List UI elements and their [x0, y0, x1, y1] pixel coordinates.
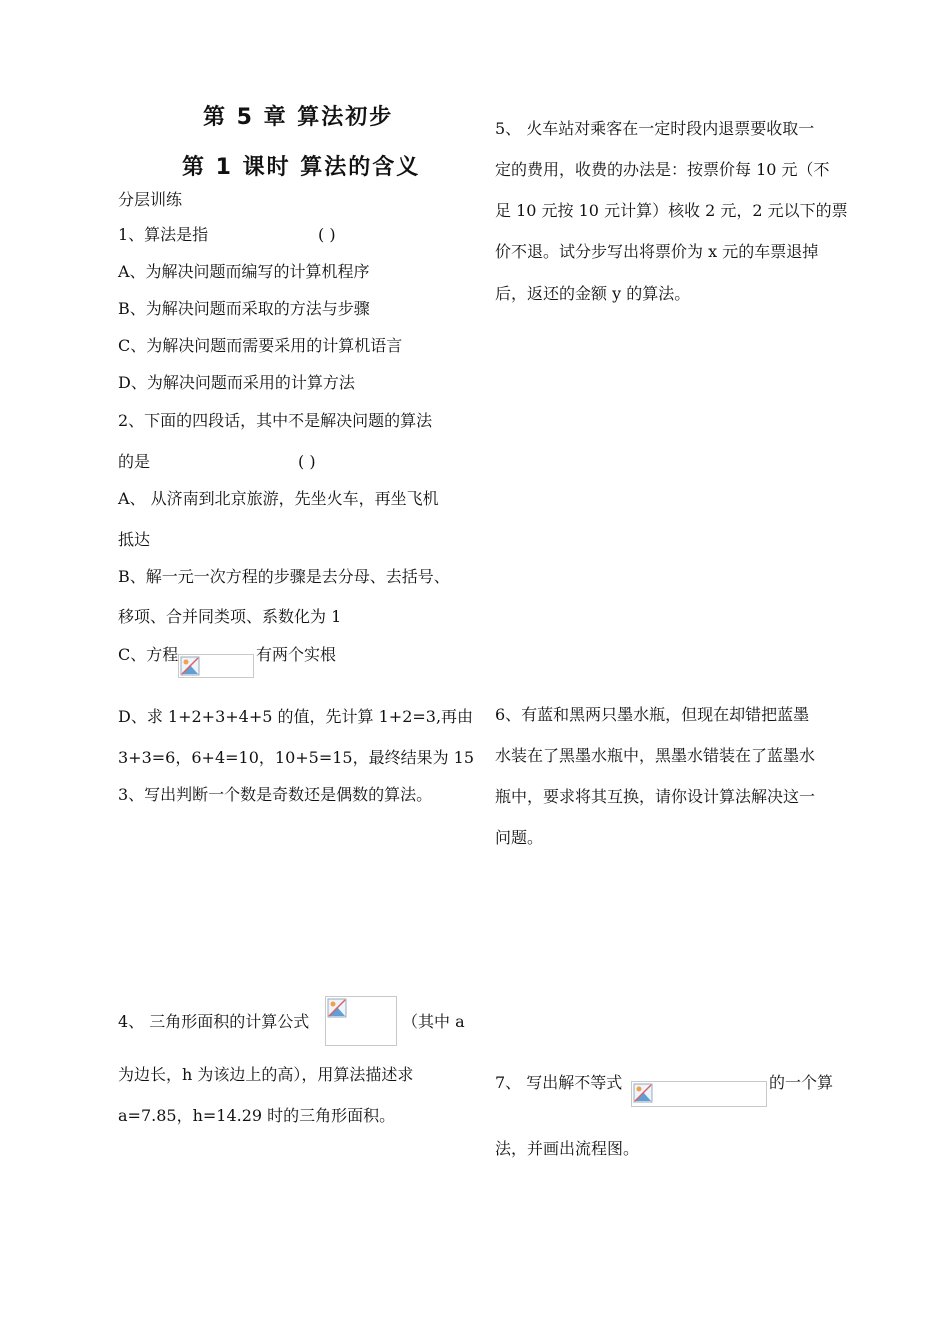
q2-option-b-line1: B、解一元一次方程的步骤是去分母、去括号、 — [118, 567, 450, 586]
q2-option-a-line2: 抵达 — [118, 530, 151, 549]
q4-line2: 为边长，h 为该边上的高），用算法描述求 — [118, 1065, 414, 1084]
q5-line2: 定的费用，收费的办法是：按票价每 10 元（不 — [495, 160, 830, 179]
q6-line1: 6、有蓝和黑两只墨水瓶，但现在却错把蓝墨 — [495, 705, 810, 724]
chapter-title: 第 5 章 算法初步 — [203, 105, 394, 130]
section-label: 分层训练 — [118, 190, 183, 209]
q1-option-d: D、为解决问题而采用的计算方法 — [118, 373, 355, 392]
q2-option-b-line2: 移项、合并同类项、系数化为 1 — [118, 607, 342, 626]
q6-line2: 水装在了黑墨水瓶中，黑墨水错装在了蓝墨水 — [495, 746, 816, 765]
equation-image — [178, 654, 254, 678]
q2-stem-line1: 2、下面的四段话，其中不是解决问题的算法 — [118, 411, 433, 430]
q2-option-c-post: 有两个实根 — [256, 645, 337, 664]
q4-line1-pre: 4、 三角形面积的计算公式 — [118, 1012, 310, 1031]
q1-option-a: A、为解决问题而编写的计算机程序 — [118, 262, 370, 281]
q6-line4: 问题。 — [495, 828, 544, 847]
inequality-image — [631, 1081, 767, 1107]
q1-option-c: C、为解决问题而需要采用的计算机语言 — [118, 336, 403, 355]
broken-image-icon — [633, 1083, 653, 1103]
q3-text: 3、写出判断一个数是奇数还是偶数的算法。 — [118, 785, 433, 804]
lesson-title: 第 1 课时 算法的含义 — [182, 155, 421, 180]
q6-line3: 瓶中，要求将其互换，请你设计算法解决这一 — [495, 787, 816, 806]
q7-line1-post: 的一个算 — [769, 1073, 834, 1092]
q2-option-a-line1: A、 从济南到北京旅游，先坐火车，再坐飞机 — [118, 489, 439, 508]
q1-option-b: B、为解决问题而采取的方法与步骤 — [118, 299, 370, 318]
q5-line1: 5、 火车站对乘客在一定时段内退票要收取一 — [495, 119, 815, 138]
broken-image-icon — [180, 656, 200, 676]
q5-line4: 价不退。试分步写出将票价为 x 元的车票退掉 — [495, 242, 819, 261]
q5-line3: 足 10 元按 10 元计算）核收 2 元，2 元以下的票 — [495, 201, 848, 220]
area-formula-image — [325, 996, 397, 1046]
q7-line2: 法，并画出流程图。 — [495, 1139, 640, 1158]
q2-paren: ( ) — [298, 452, 316, 471]
q4-line3: a=7.85，h=14.29 时的三角形面积。 — [118, 1106, 396, 1125]
q1-stem: 1、算法是指 — [118, 225, 209, 244]
q2-option-d-line1: D、求 1+2+3+4+5 的值，先计算 1+2=3,再由 — [118, 707, 474, 726]
q2-option-c-pre: C、方程 — [118, 645, 179, 664]
q2-option-d-line2: 3+3=6，6+4=10，10+5=15，最终结果为 15 — [118, 748, 475, 767]
q4-line1-post: （其中 a — [402, 1012, 465, 1031]
broken-image-icon — [327, 998, 347, 1018]
q2-stem-line2: 的是 — [118, 452, 151, 471]
q5-line5: 后，返还的金额 y 的算法。 — [495, 284, 691, 303]
q1-paren: ( ) — [318, 225, 336, 244]
q7-line1-pre: 7、 写出解不等式 — [495, 1073, 623, 1092]
